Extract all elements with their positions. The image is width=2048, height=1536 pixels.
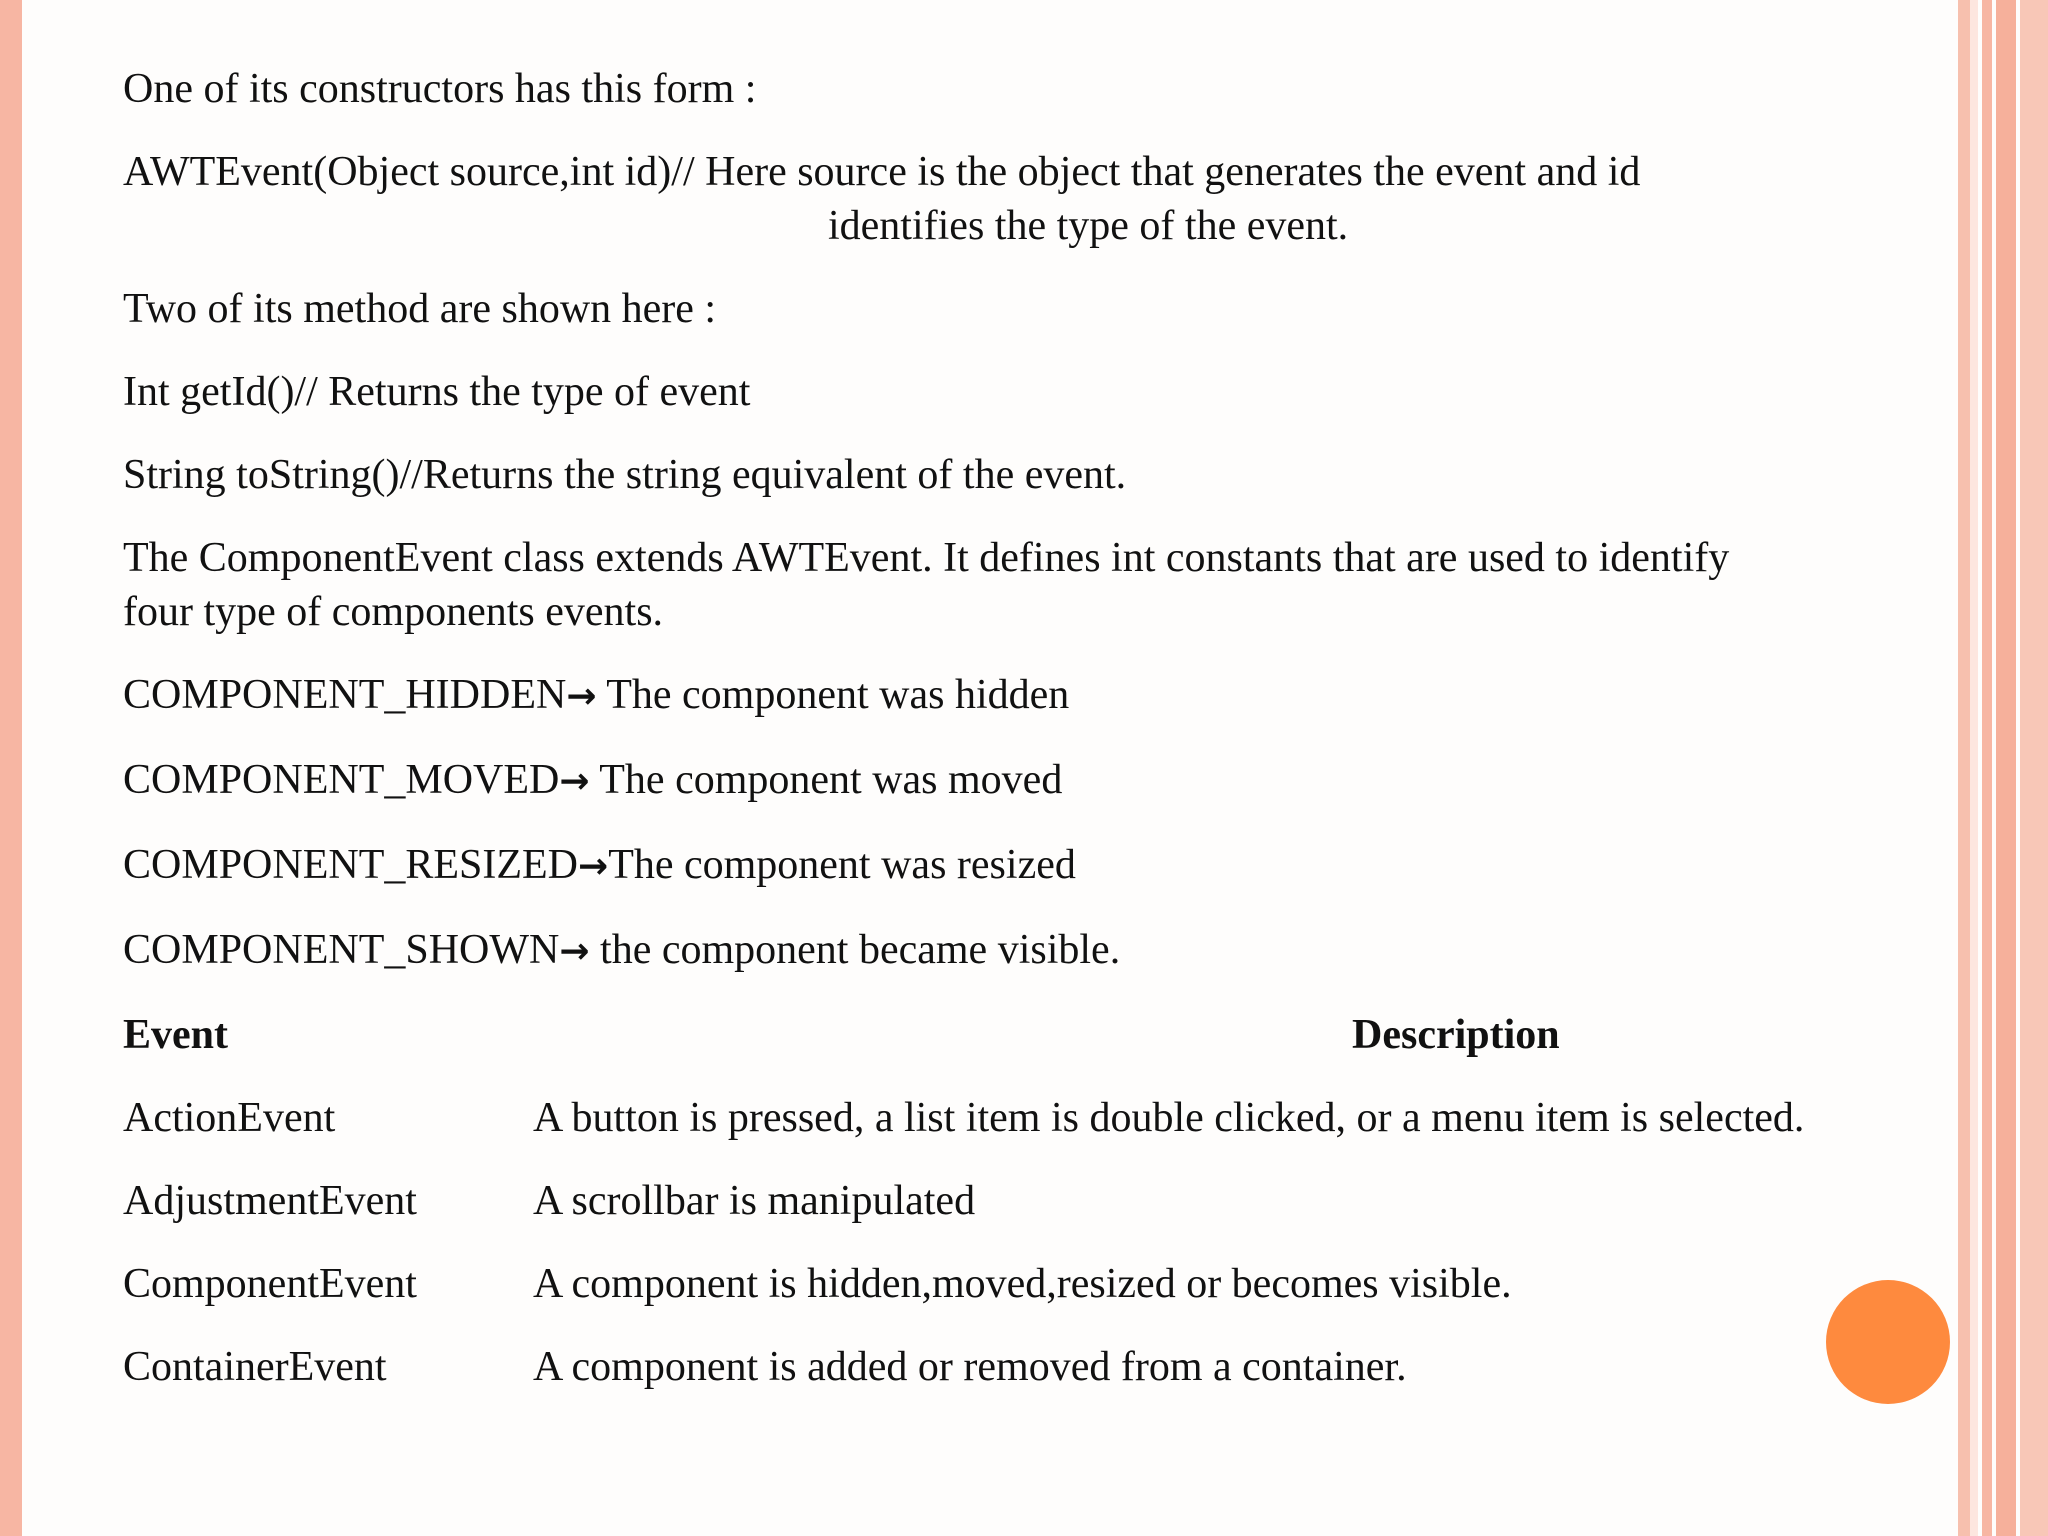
constant-name: COMPONENT_RESIZED — [123, 842, 579, 888]
component-para-line-2: four type of components events. — [123, 589, 664, 635]
constant-resized — [123, 838, 1923, 894]
event-name: ActionEvent — [123, 1095, 336, 1141]
left-border-stripe — [0, 0, 22, 1536]
right-border-stripe — [1970, 0, 1978, 1536]
event-description: A scrollbar is manipulated — [533, 1178, 976, 1224]
right-border-stripe — [2020, 0, 2048, 1536]
constant-name: COMPONENT_SHOWN — [123, 927, 560, 973]
constant-name: COMPONENT_HIDDEN — [123, 672, 567, 718]
right-border-stripe — [1958, 0, 1970, 1536]
event-name: AdjustmentEvent — [123, 1178, 417, 1224]
header-description: Description — [1352, 1012, 1560, 1058]
table-row — [123, 1257, 1923, 1311]
methods-heading: Two of its method are shown here : — [123, 286, 717, 332]
constant-description: The component was resized — [608, 842, 1076, 888]
constant-moved — [123, 753, 1923, 809]
right-arrow-icon: → — [566, 676, 597, 717]
table-row — [123, 1174, 1923, 1228]
right-border-stripe — [1982, 0, 1992, 1536]
event-name: ComponentEvent — [123, 1261, 417, 1307]
event-name: ContainerEvent — [123, 1344, 387, 1390]
table-row — [123, 1340, 1923, 1394]
component-para-line-1: The ComponentEvent class extends AWTEvent. It defines int constants that are used to identify — [123, 535, 1730, 581]
constructor-line-1: AWTEvent(Object source,int id)// Here source is the object that generates the event and id — [123, 149, 1641, 195]
decorative-orange-circle — [1826, 1280, 1950, 1404]
constant-shown — [123, 923, 1923, 979]
event-description: A component is added or removed from a container. — [533, 1344, 1407, 1390]
constant-name: COMPONENT_MOVED — [123, 757, 560, 803]
method-getid: Int getId()// Returns the type of event — [123, 369, 751, 415]
constructor-heading: One of its constructors has this form : — [123, 66, 757, 112]
right-arrow-icon: → — [559, 931, 590, 972]
event-description: A component is hidden,moved,resized or becomes visible. — [533, 1261, 1512, 1307]
constant-hidden — [123, 668, 1923, 724]
constructor-line-2: identifies the type of the event. — [828, 203, 1349, 249]
constant-description: The component was moved — [589, 757, 1063, 803]
right-arrow-icon: → — [578, 846, 609, 887]
right-arrow-icon: → — [559, 761, 590, 802]
component-event-paragraph — [123, 531, 1923, 639]
table-row — [123, 1091, 1923, 1145]
right-border-stripe — [1996, 0, 2016, 1536]
header-event: Event — [123, 1012, 228, 1058]
constant-description: the component became visible. — [589, 927, 1121, 973]
constant-description: The component was hidden — [596, 672, 1070, 718]
method-tostring: String toString()//Returns the string equivalent of the event. — [123, 452, 1127, 498]
event-table-header — [123, 1008, 1923, 1062]
event-description: A button is pressed, a list item is double clicked, or a menu item is selected. — [533, 1095, 1805, 1141]
constructor-signature — [123, 145, 1923, 253]
slide-body — [123, 62, 1923, 1394]
